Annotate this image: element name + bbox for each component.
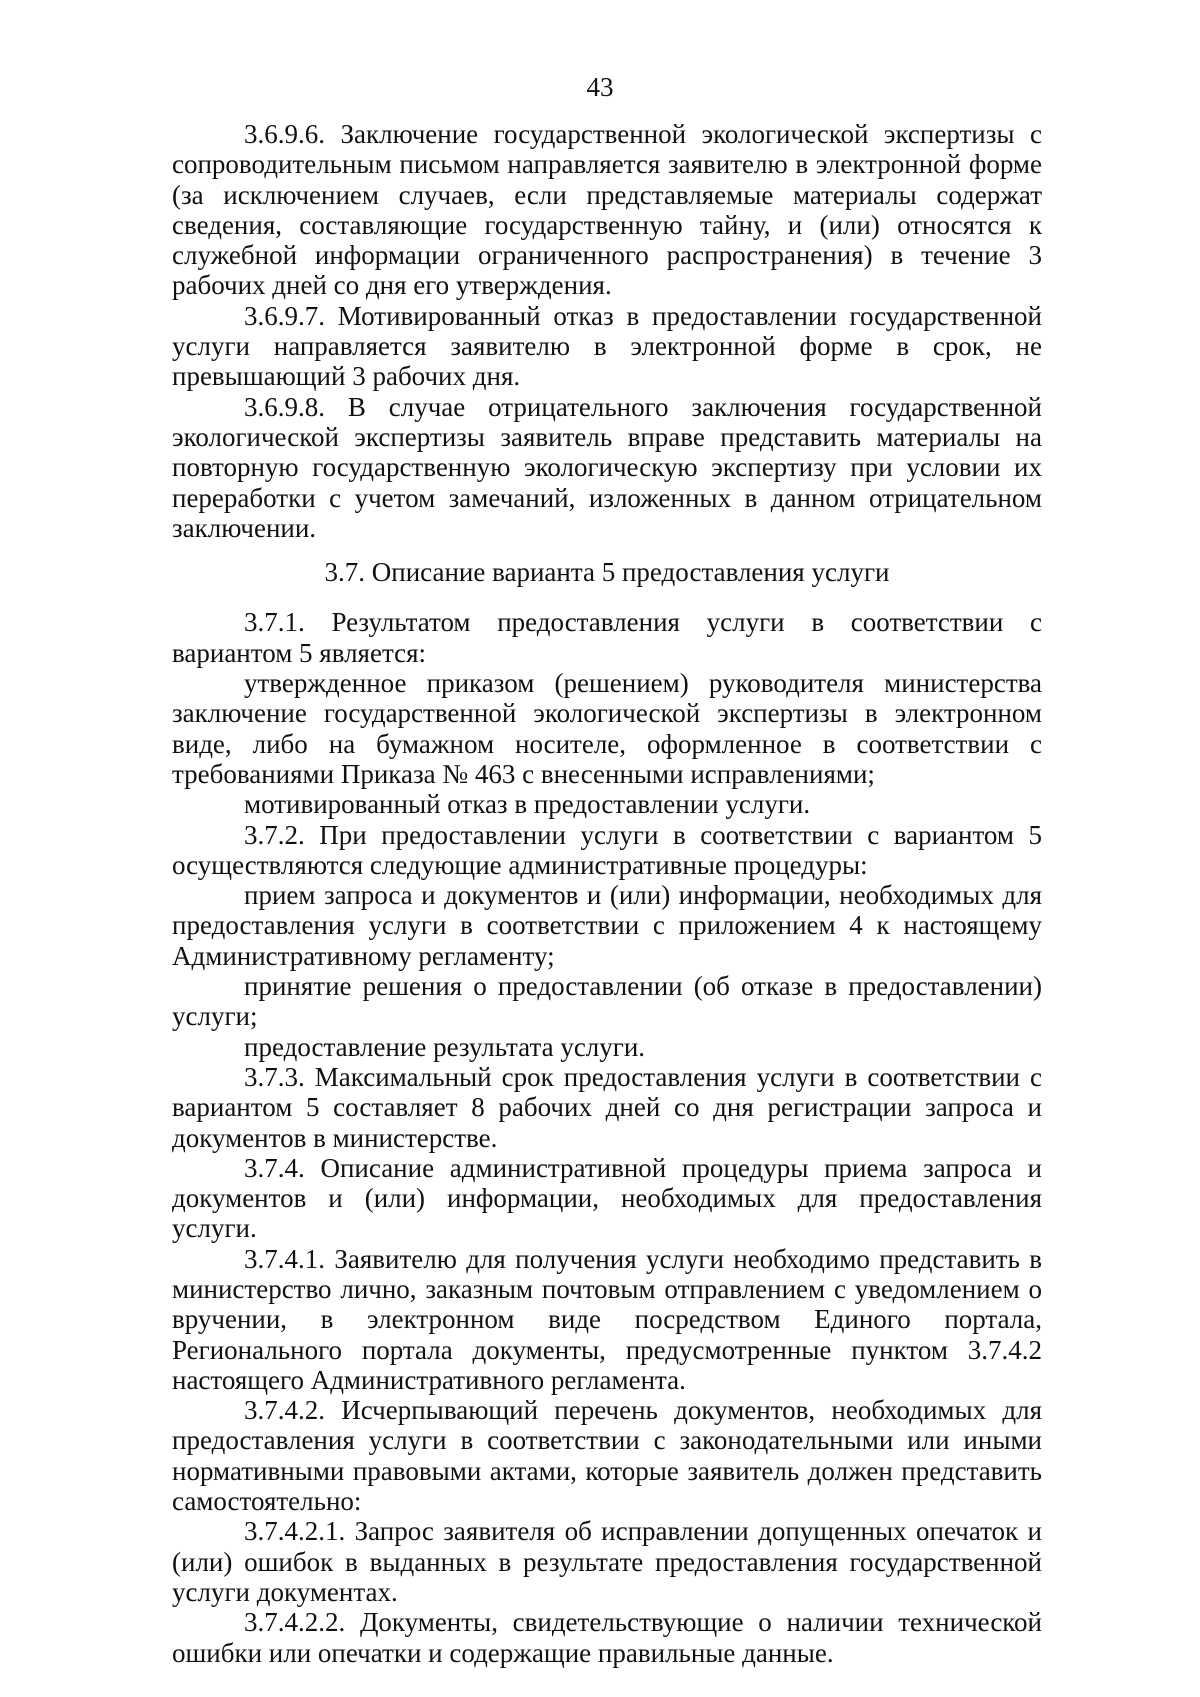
body-text bbox=[172, 119, 1042, 1668]
paragraph-3-7-4-2: 3.7.4.2. Исчерпывающий перечень документов, необходимых для предоставления услуги в соответствии с законодательными или иными нормативными правовыми актами, которые заявитель должен представить самостоятельно: bbox=[172, 1395, 1042, 1517]
paragraph-3-7-4-2-2: 3.7.4.2.2. Документы, свидетельствующие о наличии технической ошибки или опечатки и содержащие правильные данные. bbox=[172, 1607, 1042, 1668]
list-item-receipt-of-request: прием запроса и документов и (или) информации, необходимых для предоставления услуги в соответствии с приложением 4 к настоящему Административному регламенту; bbox=[172, 880, 1042, 971]
list-item-approved-conclusion: утвержденное приказом (решением) руководителя министерства заключение государственной экологической экспертизы в электронном виде, либо на бумажном носителе, оформленное в соответствии с требованиями Приказа № 463 с внесенными исправлениями; bbox=[172, 668, 1042, 789]
paragraph-3-7-4-1: 3.7.4.1. Заявителю для получения услуги необходимо представить в министерство лично, заказным почтовым отправлением с уведомлением о вручении, в электронном виде посредством Единого портала, Регионального портала документы, предусмотренные пунктом 3.7.4.2 настоящего Административного регламента. bbox=[172, 1243, 1042, 1395]
paragraph-3-7-3: 3.7.3. Максимальный срок предоставления услуги в соответствии с вариантом 5 составляет 8 рабочих дней со дня регистрации запроса и документов в министерстве. bbox=[172, 1061, 1042, 1153]
paragraph-3-7-4: 3.7.4. Описание административной процедуры приема запроса и документов и (или) информации, необходимых для предоставления услуги. bbox=[172, 1152, 1042, 1244]
paragraph-3-6-9-8: 3.6.9.8. В случае отрицательного заключения государственной экологической экспертизы заявитель вправе представить материалы на повторную государственную экологическую экспертизу при условии их переработки с учетом замечаний, изложенных в данном отрицательном заключении. bbox=[172, 391, 1042, 543]
paragraph-3-6-9-6: 3.6.9.6. Заключение государственной экологической экспертизы с сопроводительным письмом направляется заявителю в электронной форме (за исключением случаев, если представляемые материалы содержат сведения, составляющие государственную тайну, и (или) относятся к служебной информации ограниченного распространения) в течение 3 рабочих дней со дня его утверждения. bbox=[172, 119, 1042, 301]
paragraph-3-6-9-7: 3.6.9.7. Мотивированный отказ в предоставлении государственной услуги направляется заявителю в электронной форме в срок, не превышающий 3 рабочих дня. bbox=[172, 300, 1042, 392]
list-item-motivated-refusal: мотивированный отказ в предоставлении услуги. bbox=[244, 789, 811, 820]
list-item-result-delivery: предоставление результата услуги. bbox=[244, 1031, 646, 1062]
paragraph-3-7-4-2-1: 3.7.4.2.1. Запрос заявителя об исправлении допущенных опечаток и (или) ошибок в выданных в результате предоставления государственной услуги документах. bbox=[172, 1516, 1042, 1607]
paragraph-3-7-2: 3.7.2. При предоставлении услуги в соответствии с вариантом 5 осуществляются следующие административные процедуры: bbox=[172, 819, 1042, 880]
page-number: 43 bbox=[586, 72, 614, 102]
list-item-decision: принятие решения о предоставлении (об отказе в предоставлении) услуги; bbox=[172, 971, 1042, 1032]
section-heading-3-7: 3.7. Описание варианта 5 предоставления услуги bbox=[324, 557, 890, 588]
paragraph-3-7-1: 3.7.1. Результатом предоставления услуги в соответствии с вариантом 5 является: bbox=[172, 607, 1042, 668]
